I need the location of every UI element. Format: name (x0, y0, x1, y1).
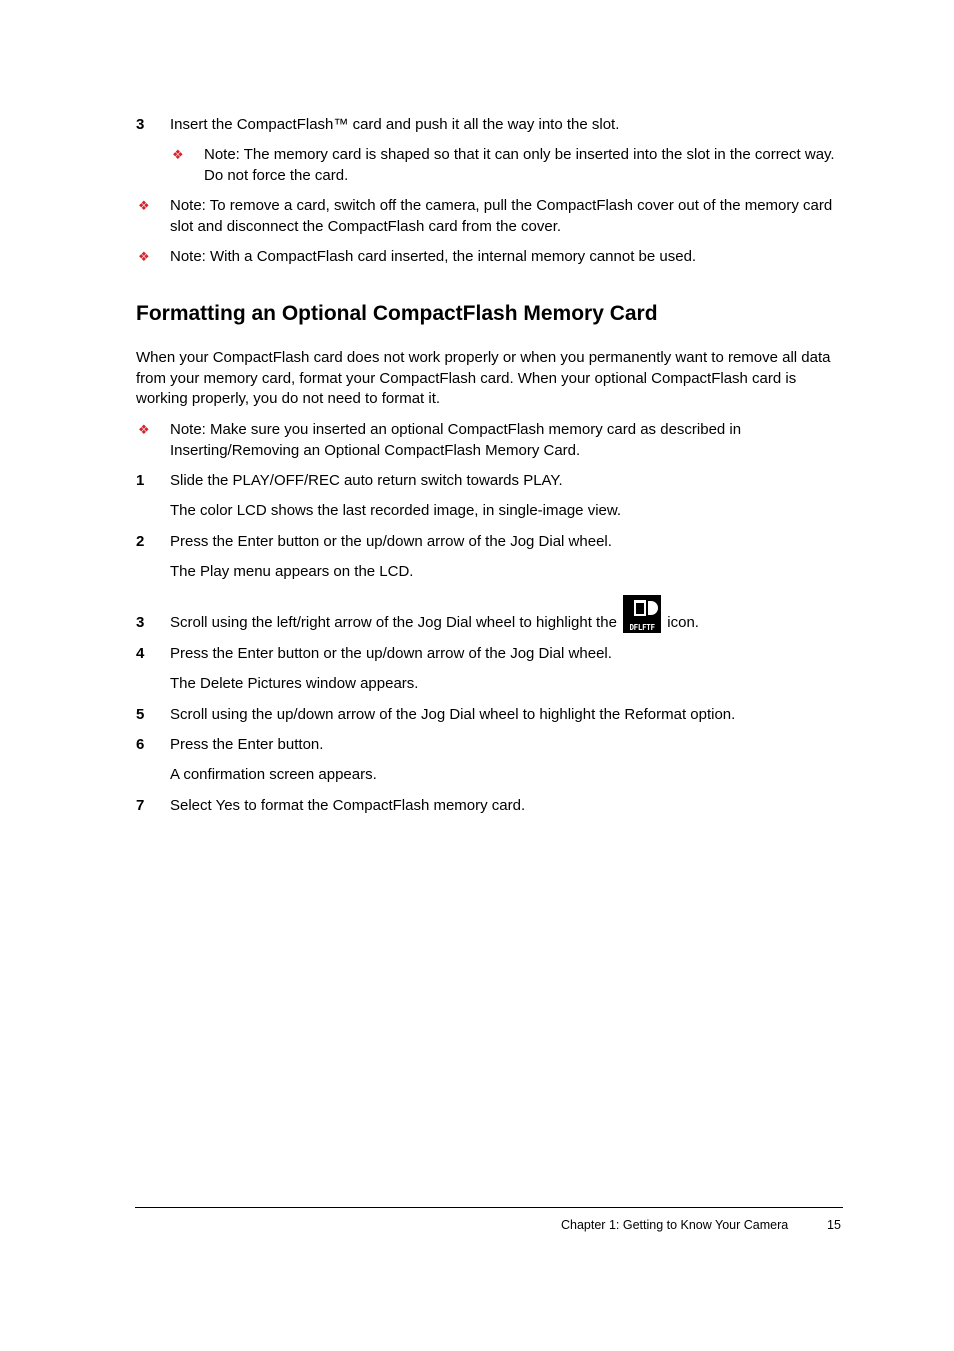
note-text: Note: The memory card is shaped so that it can only be inserted into the slot in the correct way. Do not force the card. (204, 146, 835, 184)
step-text: Press the Enter button. (170, 736, 324, 753)
note-bullet-icon: ❖ (138, 198, 150, 213)
section-heading: Formatting an Optional CompactFlash Memory Card (136, 302, 658, 325)
step-text-before: Scroll using the left/right arrow of the Jog Dial wheel to highlight the (170, 614, 617, 631)
section-intro: When your CompactFlash card does not work properly or when you permanently want to remove all data from your memory card, format your CompactFlash card. When your optional CompactFlash card is working properly, you do not need to format it. (136, 349, 831, 407)
step-number: 5 (136, 706, 145, 723)
note-text: Note: With a CompactFlash card inserted, the internal memory cannot be used. (170, 248, 697, 265)
footer-divider (135, 1207, 843, 1208)
step-text: Scroll using the up/down arrow of the Jog Dial wheel to highlight the Reformat option. (170, 706, 736, 723)
step-number: 3 (136, 614, 145, 631)
step-number: 2 (136, 533, 145, 550)
trash-bin-shape (634, 600, 646, 616)
note-bullet-icon: ❖ (138, 249, 150, 264)
step-text: Slide the PLAY/OFF/REC auto return switch towards PLAY. (170, 472, 563, 489)
note-text: Note: To remove a card, switch off the camera, pull the CompactFlash cover out of the memory card slot and disconnect the CompactFlash card from the cover. (170, 197, 833, 235)
icon-label: DFLFTF (629, 623, 655, 632)
step-text: Select Yes to format the CompactFlash memory card. (170, 797, 526, 814)
step-result: The color LCD shows the last recorded image, in single-image view. (170, 502, 622, 519)
note-text: Note: Make sure you inserted an optional CompactFlash memory card as described in Inserting/Removing an Optional CompactFlash Memory Card. (170, 421, 742, 459)
step-number: 1 (136, 472, 145, 489)
step-number: 3 (136, 116, 145, 133)
step-text: Press the Enter button or the up/down arrow of the Jog Dial wheel. (170, 533, 612, 550)
step-text: Press the Enter button or the up/down arrow of the Jog Dial wheel. (170, 645, 612, 662)
step-result: The Play menu appears on the LCD. (170, 563, 414, 580)
step-text-after: icon. (667, 614, 699, 631)
footer-page-number: 15 (827, 1218, 841, 1232)
delete-format-icon (623, 595, 661, 633)
step-text: Insert the CompactFlash™ card and push it all the way into the slot. (170, 116, 620, 133)
step-number: 6 (136, 736, 145, 753)
card-shape (648, 601, 658, 615)
step-result: The Delete Pictures window appears. (170, 675, 419, 692)
step-number: 4 (136, 645, 145, 662)
note-bullet-icon: ❖ (172, 147, 184, 162)
note-bullet-icon: ❖ (138, 422, 150, 437)
step-text (170, 613, 843, 634)
step-number: 7 (136, 797, 145, 814)
step-result: A confirmation screen appears. (170, 766, 377, 783)
footer-chapter-title: Chapter 1: Getting to Know Your Camera (561, 1218, 789, 1232)
